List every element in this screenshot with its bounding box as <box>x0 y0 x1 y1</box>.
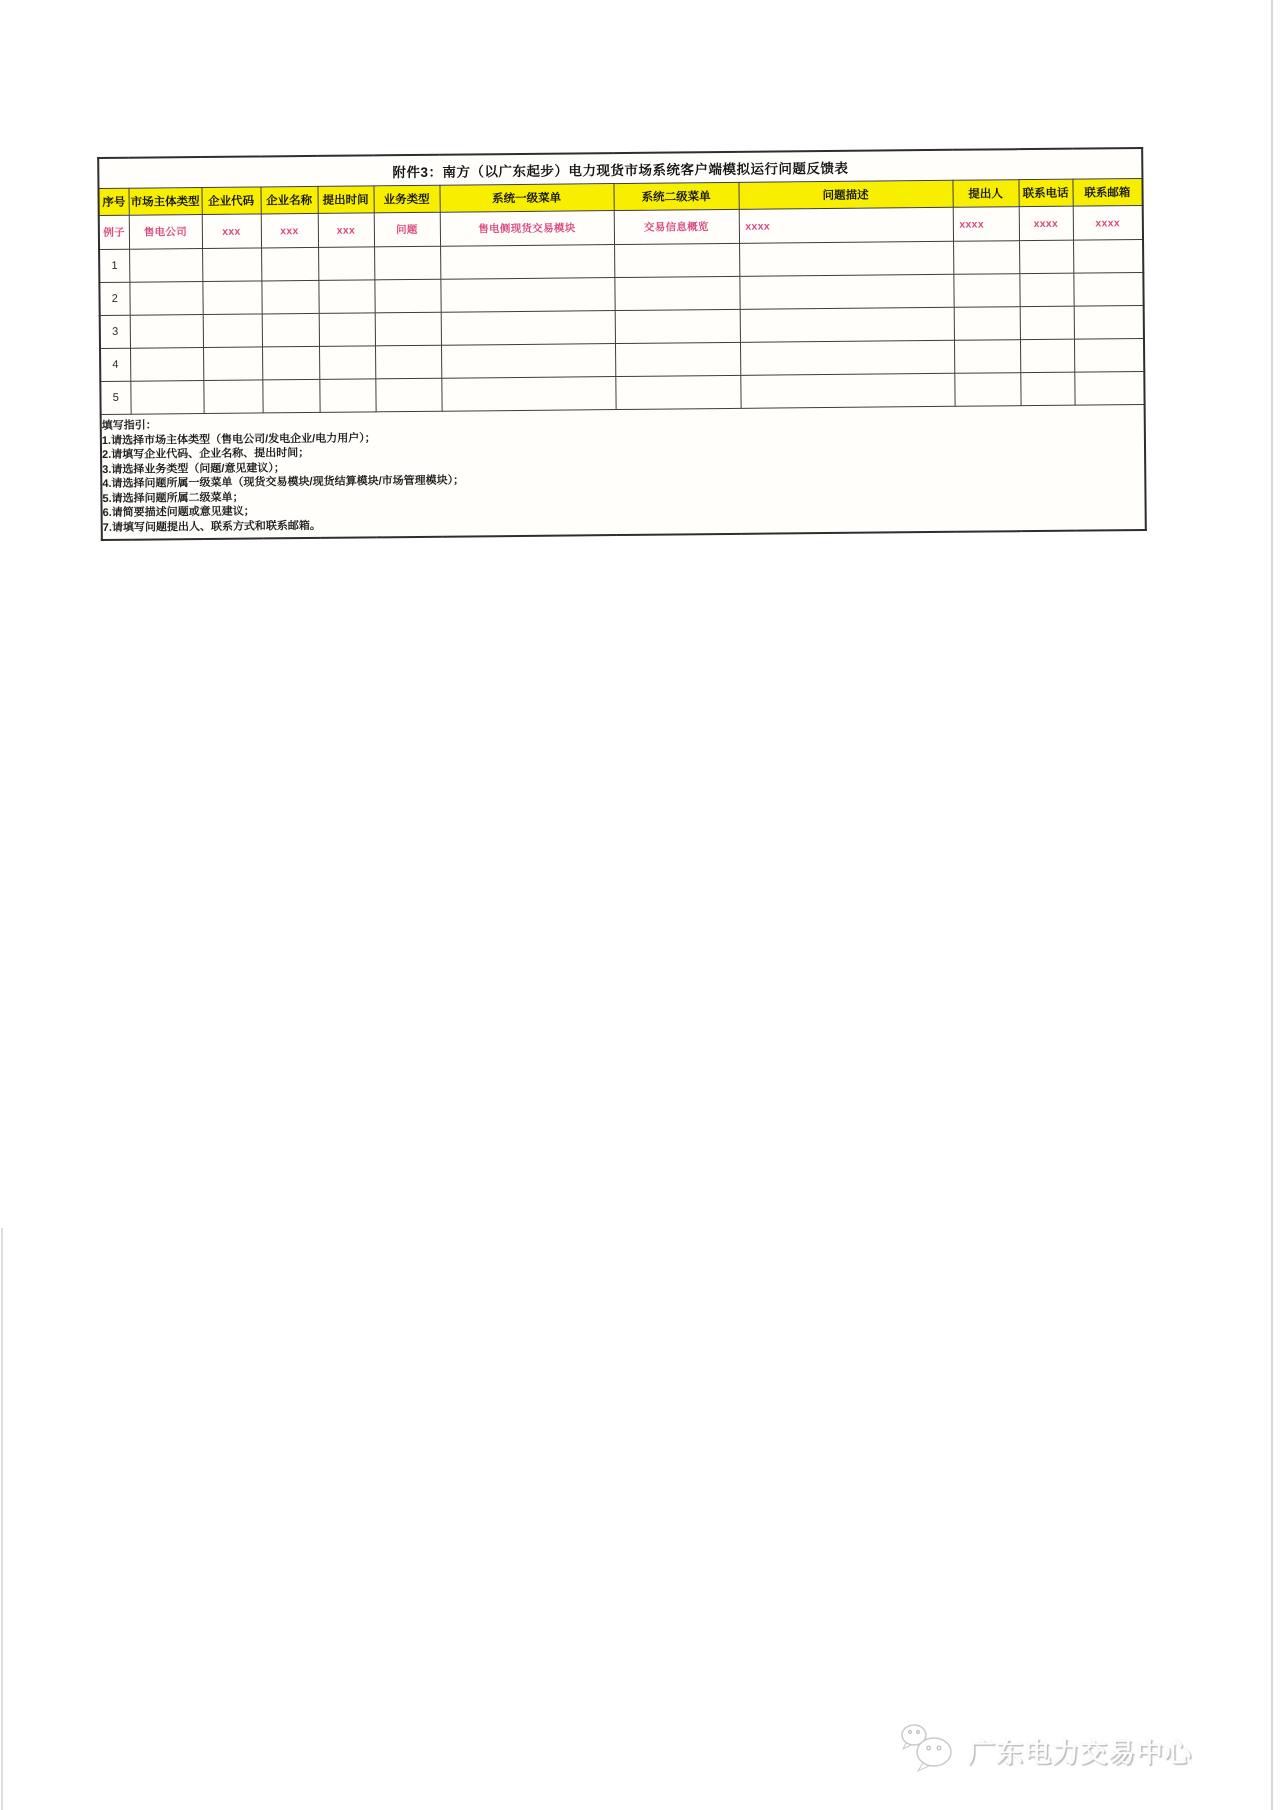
empty-cell <box>129 282 202 316</box>
guide-line: 2.请填写企业代码、企业名称、提出时间； <box>101 446 310 461</box>
empty-cell <box>1074 371 1144 405</box>
empty-cell <box>1020 306 1074 340</box>
feedback-form-sheet <box>97 147 1145 541</box>
empty-cell <box>262 313 319 347</box>
empty-cell <box>1074 338 1144 372</box>
empty-cell <box>441 377 615 412</box>
empty-cell <box>954 340 1020 374</box>
guide-line: 6.请简要描述问题或意见建议； <box>102 505 255 519</box>
empty-cell <box>441 311 615 346</box>
empty-cell <box>1019 240 1073 274</box>
empty-cell <box>319 379 375 413</box>
empty-cell <box>202 281 261 315</box>
empty-cell <box>203 380 262 414</box>
empty-cell <box>614 276 739 310</box>
empty-cell <box>130 381 203 415</box>
watermark-logo <box>898 1722 1192 1779</box>
empty-cell <box>954 307 1020 341</box>
column-header-problem-description: 问题描述 <box>738 180 952 209</box>
empty-cell <box>1073 272 1143 306</box>
empty-cell <box>318 280 374 314</box>
row-number: 4 <box>100 348 130 381</box>
empty-cell <box>374 246 440 280</box>
empty-cell <box>440 245 614 280</box>
empty-cell <box>953 274 1019 308</box>
empty-cell <box>739 274 953 309</box>
empty-cell <box>615 342 740 376</box>
column-header-level1-menu: 系统一级菜单 <box>439 184 613 213</box>
empty-cell <box>441 344 615 379</box>
empty-cell <box>740 373 954 408</box>
row-number: 1 <box>99 249 129 282</box>
empty-cell <box>1020 372 1074 406</box>
empty-cell <box>740 340 954 375</box>
empty-cell <box>261 280 318 314</box>
column-header-submit-time: 提出时间 <box>317 186 373 214</box>
row-number: 5 <box>100 381 130 414</box>
example-cell-market-entity-type: 售电公司 <box>129 215 202 250</box>
column-header-submitter: 提出人 <box>952 180 1018 208</box>
empty-cell <box>739 241 953 276</box>
watermark-text: 广东电力交易中心 <box>968 1738 1192 1768</box>
empty-cell <box>318 247 374 281</box>
empty-cell <box>1074 305 1144 339</box>
empty-cell <box>130 348 203 382</box>
example-cell-level2-menu: 交易信息概览 <box>614 209 739 244</box>
empty-cell <box>130 315 203 349</box>
empty-cell <box>740 307 954 342</box>
empty-cell <box>440 278 614 313</box>
empty-cell <box>953 241 1019 275</box>
table-title: 附件3：南方（以广东起步）电力现货市场系统客户端模拟运行问题反馈表 <box>98 148 1142 189</box>
guide-line: 1.请选择市场主体类型（售电公司/发电企业/电力用户）； <box>101 431 376 447</box>
column-header-contact-email: 联系邮箱 <box>1072 178 1142 206</box>
column-header-company-code: 企业代码 <box>201 187 260 215</box>
empty-cell <box>1020 339 1074 373</box>
guide-line: 5.请选择问题所属二级菜单； <box>102 491 244 505</box>
empty-cell <box>203 347 262 381</box>
example-cell-submit-time: xxx <box>318 213 374 248</box>
empty-cell <box>374 279 440 313</box>
guide-line: 7.请填写问题提出人、联系方式和联系邮箱。 <box>102 519 321 534</box>
empty-cell <box>1073 239 1143 273</box>
example-cell-level1-menu: 售电侧现货交易模块 <box>440 211 614 247</box>
page-edge-shadow-left <box>1 1228 3 1810</box>
example-cell-problem-description: xxxx <box>739 207 953 243</box>
row-number: 3 <box>100 315 130 348</box>
example-cell-contact-phone: xxxx <box>1019 206 1073 241</box>
guide-line: 4.请选择问题所属一级菜单（现货交易模块/现货结算模块/市场管理模块）； <box>102 474 465 490</box>
empty-cell <box>615 309 740 343</box>
column-header-contact-phone: 联系电话 <box>1018 179 1072 207</box>
empty-cell <box>261 247 318 281</box>
empty-cell <box>375 345 441 379</box>
example-cell-submitter: xxxx <box>953 207 1019 242</box>
feedback-table <box>97 147 1147 541</box>
instructions-row <box>101 404 1146 540</box>
empty-cell <box>262 379 319 413</box>
column-header-seq: 序号 <box>98 188 128 215</box>
empty-cell <box>262 346 319 380</box>
empty-cell <box>319 346 375 380</box>
guide-heading: 填写指引： <box>101 419 157 432</box>
empty-cell <box>375 312 441 346</box>
example-cell-contact-email: xxxx <box>1073 205 1143 240</box>
empty-cell <box>614 243 739 277</box>
column-header-company-name: 企业名称 <box>260 186 317 214</box>
example-cell-company-code: xxx <box>202 214 261 249</box>
guide-line: 3.请选择业务类型（问题/意见建议）； <box>102 461 285 476</box>
wechat-icon <box>898 1722 960 1779</box>
example-cell-label: 例子 <box>99 215 129 249</box>
empty-cell <box>615 375 740 409</box>
empty-cell <box>202 248 261 282</box>
empty-cell <box>129 249 202 283</box>
page-edge-shadow-right <box>1271 0 1273 1810</box>
row-number: 2 <box>99 282 129 315</box>
example-cell-company-name: xxx <box>261 213 318 248</box>
example-cell-business-type: 问题 <box>374 212 440 247</box>
empty-cell <box>203 314 262 348</box>
empty-cell <box>1019 273 1073 307</box>
empty-cell <box>375 378 441 412</box>
empty-cell <box>954 373 1020 407</box>
column-header-level2-menu: 系统二级菜单 <box>613 182 738 210</box>
empty-cell <box>319 313 375 347</box>
column-header-business-type: 业务类型 <box>373 185 439 213</box>
fill-in-guide <box>101 404 1146 540</box>
column-header-market-entity-type: 市场主体类型 <box>128 188 201 216</box>
